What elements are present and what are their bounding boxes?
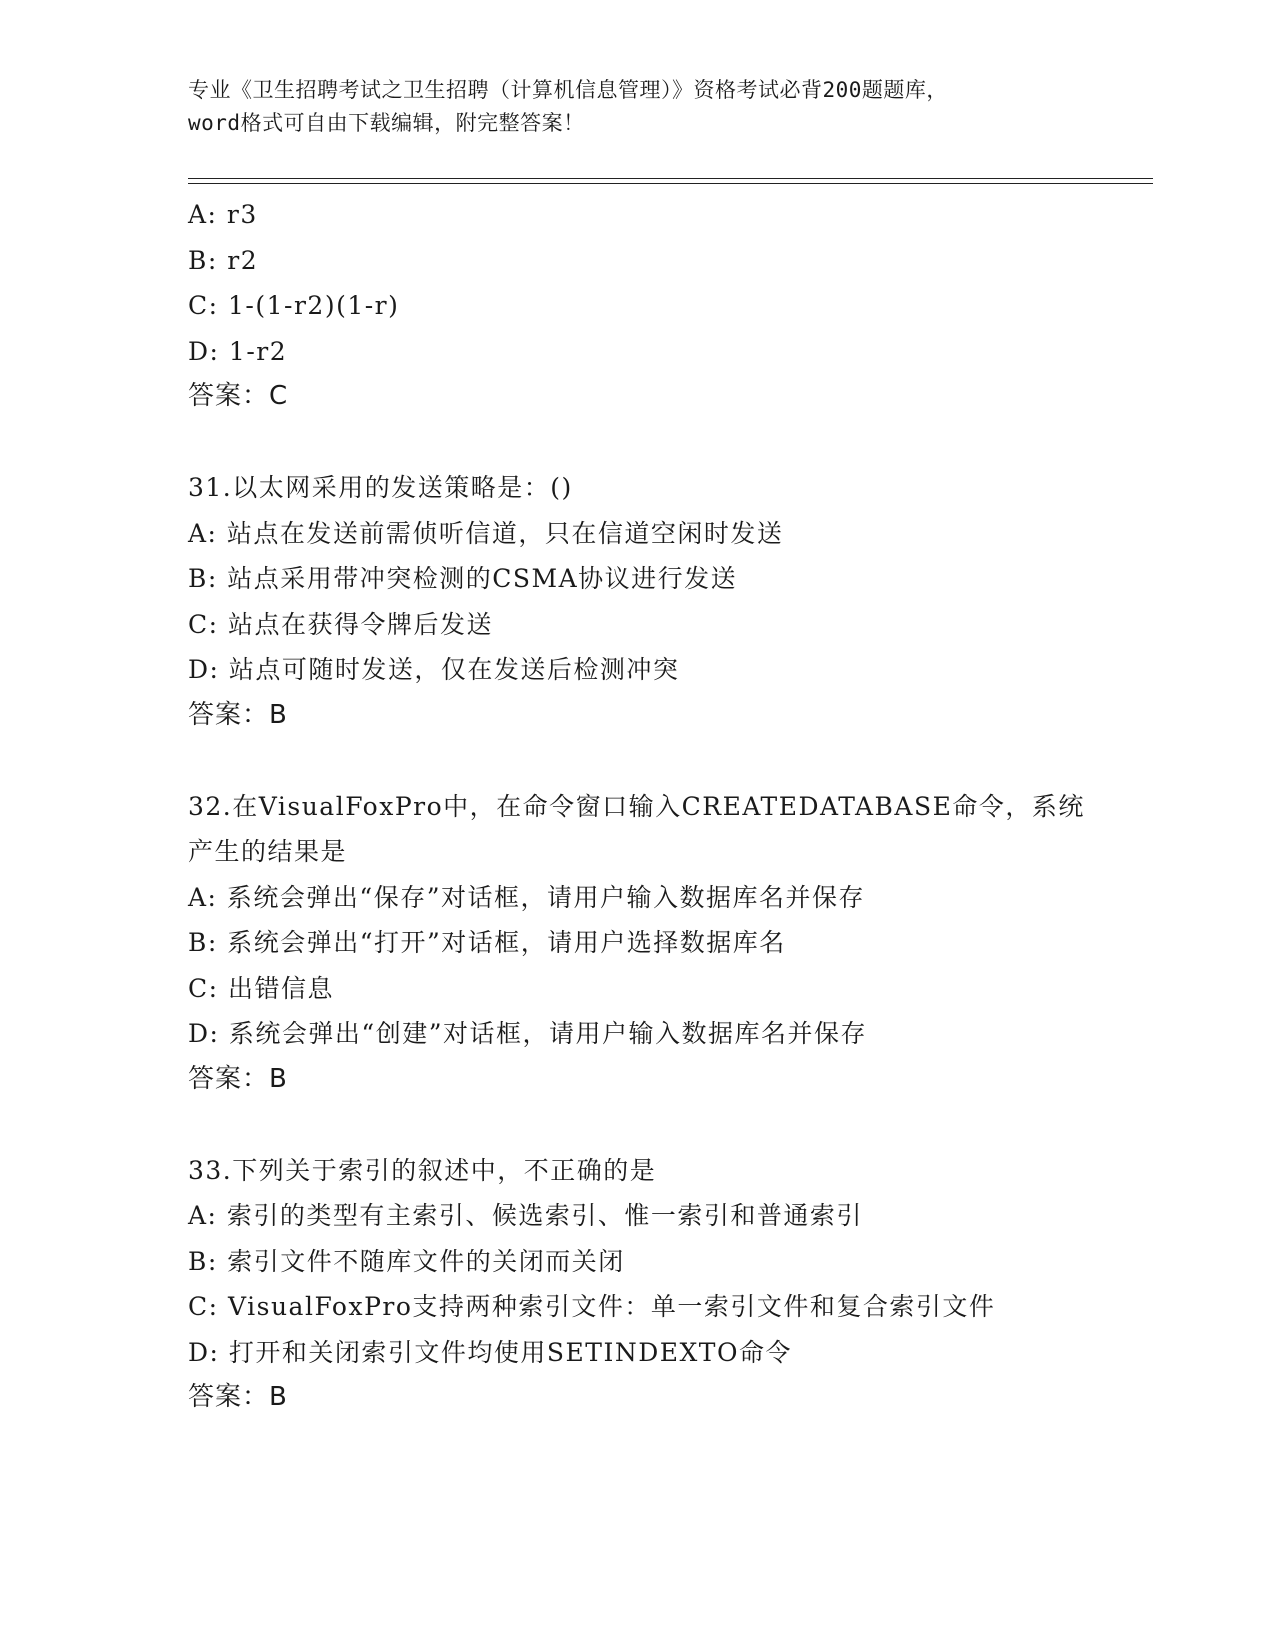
option-d: D: 站点可随时发送，仅在发送后检测冲突 — [188, 655, 680, 684]
answer-label: 答案：B — [188, 1382, 288, 1412]
option-a: A: 系统会弹出“保存”对话框，请用户输入数据库名并保存 — [188, 882, 865, 912]
header-title-line-2: word格式可自由下载编辑，附完整答案！ — [188, 111, 585, 135]
answer-label: 答案：C — [188, 381, 289, 411]
option-c: C: 站点在获得令牌后发送 — [188, 609, 493, 639]
question-block-32 — [188, 784, 1148, 1103]
question-stem-continued: 产生的结果是 — [188, 837, 348, 866]
spacer — [188, 738, 1148, 784]
option-d: D: 系统会弹出“创建”对话框，请用户输入数据库名并保存 — [188, 1019, 867, 1048]
option-a: A: r3 — [188, 200, 258, 229]
option-a: A: 索引的类型有主索引、候选索引、惟一索引和普通索引 — [188, 1201, 863, 1230]
option-b: B: r2 — [188, 245, 259, 275]
option-c: C: 1-(1-r2)(1-r) — [188, 291, 400, 320]
header-divider-bottom — [188, 183, 1153, 184]
question-stem: 31.以太网采用的发送策略是：() — [188, 473, 573, 502]
spacer — [188, 1102, 1148, 1148]
option-c: C: 出错信息 — [188, 973, 334, 1003]
question-block-prev — [188, 192, 1148, 420]
option-b: B: 站点采用带冲突检测的CSMA协议进行发送 — [188, 564, 738, 593]
option-b: B: 索引文件不随库文件的关闭而关闭 — [188, 1246, 625, 1276]
question-stem: 32.在VisualFoxPro中，在命令窗口输入CREATEDATABASE命令，系统 — [188, 791, 1085, 821]
question-list — [188, 192, 1148, 1421]
option-d: D: 1-r2 — [188, 336, 288, 366]
option-c: C: VisualFoxPro支持两种索引文件：单一索引文件和复合索引文件 — [188, 1292, 996, 1321]
answer-label: 答案：B — [188, 699, 288, 730]
answer-label: 答案：B — [188, 1063, 288, 1094]
spacer — [188, 420, 1148, 466]
option-b: B: 系统会弹出“打开”对话框，请用户选择数据库名 — [188, 928, 786, 957]
question-block-31 — [188, 465, 1148, 738]
header-title-line-1: 专业《卫生招聘考试之卫生招聘（计算机信息管理）》资格考试必背200题题库， — [188, 78, 948, 102]
option-d: D: 打开和关闭索引文件均使用SETINDEXTO命令 — [188, 1337, 792, 1367]
header-divider-top — [188, 178, 1153, 179]
question-stem: 33.下列关于索引的叙述中，不正确的是 — [188, 1155, 657, 1185]
option-a: A: 站点在发送前需侦听信道，只在信道空闲时发送 — [188, 518, 784, 548]
question-block-33 — [188, 1148, 1148, 1421]
document-header — [188, 74, 1088, 140]
